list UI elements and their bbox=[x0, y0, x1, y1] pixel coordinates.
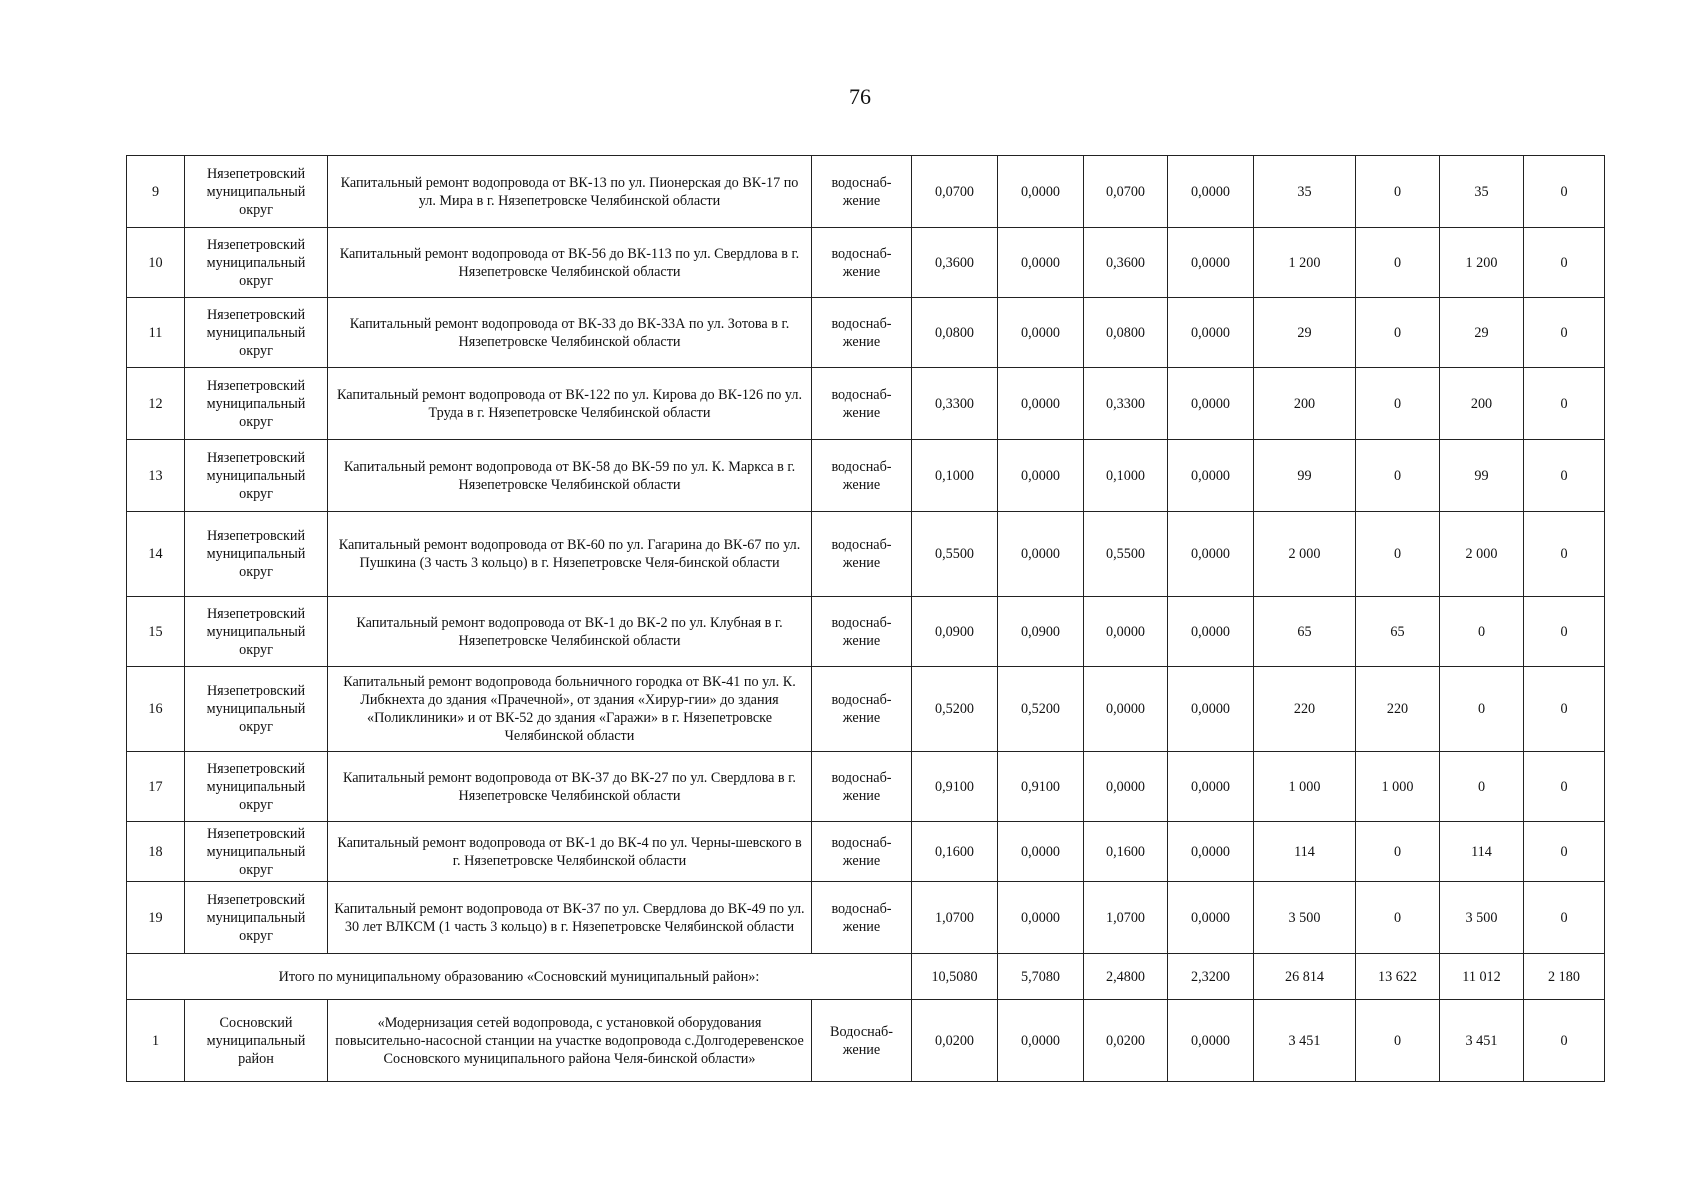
value-cell: 0 bbox=[1356, 440, 1440, 512]
description-cell: Капитальный ремонт водопровода от ВК-1 до ВК-2 по ул. Клубная в г. Нязепетровске Челябинской области bbox=[328, 597, 812, 667]
value-cell: 0,3600 bbox=[912, 228, 998, 298]
value-cell: 65 bbox=[1356, 597, 1440, 667]
projects-table bbox=[126, 155, 1605, 1082]
value-cell: 1,0700 bbox=[1084, 882, 1168, 954]
value-cell: 0,5500 bbox=[912, 512, 998, 597]
description-cell: «Модернизация сетей водопровода, с установкой оборудования повысительно-насосной станции на участке водопровода с.Долгодеревенское Сосновского муниципального района Челя-бинской области» bbox=[328, 1000, 812, 1082]
municipality-cell: Нязепетровский муниципальный округ bbox=[185, 440, 328, 512]
row-number: 13 bbox=[127, 440, 185, 512]
value-cell: 0 bbox=[1356, 1000, 1440, 1082]
total-value-cell: 26 814 bbox=[1254, 954, 1356, 1000]
total-value-cell: 10,5080 bbox=[912, 954, 998, 1000]
table-body bbox=[127, 156, 1605, 1082]
row-number: 14 bbox=[127, 512, 185, 597]
table-row bbox=[127, 1000, 1605, 1082]
value-cell: 65 bbox=[1254, 597, 1356, 667]
value-cell: 0 bbox=[1524, 752, 1605, 822]
total-value-cell: 2 180 bbox=[1524, 954, 1605, 1000]
value-cell: 99 bbox=[1440, 440, 1524, 512]
value-cell: 0,0000 bbox=[1168, 298, 1254, 368]
total-value-cell: 11 012 bbox=[1440, 954, 1524, 1000]
value-cell: 0,1600 bbox=[912, 822, 998, 882]
description-cell: Капитальный ремонт водопровода больничного городка от ВК-41 по ул. К. Либкнехта до здания «Прачечной», от здания «Хирур-гии» до здания «Поликлиники» и от ВК-52 до здания «Гаражи» в г. Нязепетровске Челябинской области bbox=[328, 667, 812, 752]
value-cell: 220 bbox=[1254, 667, 1356, 752]
value-cell: 114 bbox=[1254, 822, 1356, 882]
row-number: 18 bbox=[127, 822, 185, 882]
value-cell: 0,9100 bbox=[912, 752, 998, 822]
row-number: 17 bbox=[127, 752, 185, 822]
row-number: 12 bbox=[127, 368, 185, 440]
table-row bbox=[127, 822, 1605, 882]
value-cell: 200 bbox=[1254, 368, 1356, 440]
type-cell: водоснаб-жение bbox=[812, 440, 912, 512]
value-cell: 0,3300 bbox=[1084, 368, 1168, 440]
value-cell: 0,0000 bbox=[998, 822, 1084, 882]
value-cell: 0 bbox=[1524, 368, 1605, 440]
row-number: 19 bbox=[127, 882, 185, 954]
value-cell: 0,0700 bbox=[1084, 156, 1168, 228]
description-cell: Капитальный ремонт водопровода от ВК-1 до ВК-4 по ул. Черны-шевского в г. Нязепетровске Челябинской области bbox=[328, 822, 812, 882]
municipality-cell: Нязепетровский муниципальный округ bbox=[185, 822, 328, 882]
value-cell: 114 bbox=[1440, 822, 1524, 882]
value-cell: 0,9100 bbox=[998, 752, 1084, 822]
municipality-cell: Нязепетровский муниципальный округ bbox=[185, 667, 328, 752]
value-cell: 0,5200 bbox=[912, 667, 998, 752]
table-row bbox=[127, 228, 1605, 298]
value-cell: 0,3300 bbox=[912, 368, 998, 440]
value-cell: 0 bbox=[1356, 512, 1440, 597]
value-cell: 0,1600 bbox=[1084, 822, 1168, 882]
description-cell: Капитальный ремонт водопровода от ВК-122 по ул. Кирова до ВК-126 по ул. Труда в г. Нязепетровске Челябинской области bbox=[328, 368, 812, 440]
type-cell: водоснаб-жение bbox=[812, 156, 912, 228]
description-cell: Капитальный ремонт водопровода от ВК-13 по ул. Пионерская до ВК-17 по ул. Мира в г. Нязепетровске Челябинской области bbox=[328, 156, 812, 228]
value-cell: 0 bbox=[1356, 156, 1440, 228]
municipality-cell: Нязепетровский муниципальный округ bbox=[185, 597, 328, 667]
value-cell: 0,0200 bbox=[912, 1000, 998, 1082]
type-cell: водоснаб-жение bbox=[812, 752, 912, 822]
value-cell: 0,0800 bbox=[1084, 298, 1168, 368]
value-cell: 0,0000 bbox=[1084, 667, 1168, 752]
value-cell: 0,0000 bbox=[1168, 512, 1254, 597]
page-number: 76 bbox=[849, 84, 871, 109]
value-cell: 0,0200 bbox=[1084, 1000, 1168, 1082]
value-cell: 0,0000 bbox=[1084, 597, 1168, 667]
value-cell: 0 bbox=[1440, 667, 1524, 752]
value-cell: 0,0000 bbox=[998, 440, 1084, 512]
value-cell: 0,0000 bbox=[998, 512, 1084, 597]
value-cell: 220 bbox=[1356, 667, 1440, 752]
value-cell: 0,0000 bbox=[1168, 667, 1254, 752]
value-cell: 35 bbox=[1440, 156, 1524, 228]
municipality-cell: Нязепетровский муниципальный округ bbox=[185, 368, 328, 440]
value-cell: 0,0000 bbox=[1168, 597, 1254, 667]
value-cell: 0 bbox=[1356, 882, 1440, 954]
municipality-cell: Нязепетровский муниципальный округ bbox=[185, 298, 328, 368]
value-cell: 0 bbox=[1524, 512, 1605, 597]
description-cell: Капитальный ремонт водопровода от ВК-33 до ВК-33А по ул. Зотова в г. Нязепетровске Челябинской области bbox=[328, 298, 812, 368]
total-row bbox=[127, 954, 1605, 1000]
description-cell: Капитальный ремонт водопровода от ВК-60 по ул. Гагарина до ВК-67 по ул. Пушкина (3 часть 3 кольцо) в г. Нязепетровске Челя-бинской области bbox=[328, 512, 812, 597]
total-value-cell: 13 622 bbox=[1356, 954, 1440, 1000]
row-number: 15 bbox=[127, 597, 185, 667]
total-value-cell: 2,4800 bbox=[1084, 954, 1168, 1000]
value-cell: 2 000 bbox=[1440, 512, 1524, 597]
table-row bbox=[127, 597, 1605, 667]
value-cell: 0,5200 bbox=[998, 667, 1084, 752]
type-cell: водоснаб-жение bbox=[812, 597, 912, 667]
row-number: 16 bbox=[127, 667, 185, 752]
table-row bbox=[127, 368, 1605, 440]
type-cell: водоснаб-жение bbox=[812, 882, 912, 954]
type-cell: водоснаб-жение bbox=[812, 368, 912, 440]
value-cell: 1 200 bbox=[1440, 228, 1524, 298]
value-cell: 0 bbox=[1356, 298, 1440, 368]
value-cell: 0 bbox=[1440, 752, 1524, 822]
value-cell: 1 000 bbox=[1356, 752, 1440, 822]
municipality-cell: Нязепетровский муниципальный округ bbox=[185, 228, 328, 298]
value-cell: 0,0900 bbox=[998, 597, 1084, 667]
type-cell: водоснаб-жение bbox=[812, 822, 912, 882]
value-cell: 0,0000 bbox=[1168, 368, 1254, 440]
description-cell: Капитальный ремонт водопровода от ВК-37 по ул. Свердлова до ВК-49 по ул. 30 лет ВЛКСМ (1 часть 3 кольцо) в г. Нязепетровске Челябинской области bbox=[328, 882, 812, 954]
row-number: 1 bbox=[127, 1000, 185, 1082]
municipality-cell: Нязепетровский муниципальный округ bbox=[185, 752, 328, 822]
value-cell: 0,0000 bbox=[1168, 440, 1254, 512]
value-cell: 200 bbox=[1440, 368, 1524, 440]
value-cell: 0,0000 bbox=[1168, 822, 1254, 882]
value-cell: 0 bbox=[1524, 156, 1605, 228]
value-cell: 0 bbox=[1356, 368, 1440, 440]
description-cell: Капитальный ремонт водопровода от ВК-56 до ВК-113 по ул. Свердлова в г. Нязепетровске Челябинской области bbox=[328, 228, 812, 298]
value-cell: 0,0000 bbox=[998, 1000, 1084, 1082]
value-cell: 0 bbox=[1524, 440, 1605, 512]
value-cell: 1 200 bbox=[1254, 228, 1356, 298]
table-row bbox=[127, 882, 1605, 954]
value-cell: 29 bbox=[1440, 298, 1524, 368]
value-cell: 0 bbox=[1440, 597, 1524, 667]
value-cell: 0,5500 bbox=[1084, 512, 1168, 597]
value-cell: 99 bbox=[1254, 440, 1356, 512]
description-cell: Капитальный ремонт водопровода от ВК-37 до ВК-27 по ул. Свердлова в г. Нязепетровске Челябинской области bbox=[328, 752, 812, 822]
value-cell: 0,0000 bbox=[1168, 156, 1254, 228]
value-cell: 29 bbox=[1254, 298, 1356, 368]
table-row bbox=[127, 512, 1605, 597]
value-cell: 0 bbox=[1524, 1000, 1605, 1082]
value-cell: 0,0000 bbox=[998, 228, 1084, 298]
value-cell: 0,0000 bbox=[1168, 752, 1254, 822]
value-cell: 1,0700 bbox=[912, 882, 998, 954]
type-cell: водоснаб-жение bbox=[812, 298, 912, 368]
value-cell: 0,0000 bbox=[998, 368, 1084, 440]
value-cell: 0 bbox=[1524, 882, 1605, 954]
type-cell: водоснаб-жение bbox=[812, 667, 912, 752]
municipality-cell: Нязепетровский муниципальный округ bbox=[185, 512, 328, 597]
value-cell: 0,0000 bbox=[1168, 882, 1254, 954]
table-row bbox=[127, 156, 1605, 228]
value-cell: 0 bbox=[1524, 667, 1605, 752]
value-cell: 0,0700 bbox=[912, 156, 998, 228]
type-cell: водоснаб-жение bbox=[812, 228, 912, 298]
value-cell: 0 bbox=[1524, 597, 1605, 667]
row-number: 11 bbox=[127, 298, 185, 368]
value-cell: 35 bbox=[1254, 156, 1356, 228]
value-cell: 0,0000 bbox=[998, 298, 1084, 368]
total-value-cell: 2,3200 bbox=[1168, 954, 1254, 1000]
row-number: 9 bbox=[127, 156, 185, 228]
municipality-cell: Сосновский муниципальный район bbox=[185, 1000, 328, 1082]
table-row bbox=[127, 752, 1605, 822]
value-cell: 0,0900 bbox=[912, 597, 998, 667]
row-number: 10 bbox=[127, 228, 185, 298]
value-cell: 0 bbox=[1524, 228, 1605, 298]
value-cell: 3 500 bbox=[1254, 882, 1356, 954]
municipality-cell: Нязепетровский муниципальный округ bbox=[185, 156, 328, 228]
value-cell: 0,0800 bbox=[912, 298, 998, 368]
value-cell: 0,0000 bbox=[1168, 228, 1254, 298]
value-cell: 2 000 bbox=[1254, 512, 1356, 597]
table-row bbox=[127, 440, 1605, 512]
value-cell: 3 451 bbox=[1440, 1000, 1524, 1082]
table-row bbox=[127, 667, 1605, 752]
type-cell: Водоснаб-жение bbox=[812, 1000, 912, 1082]
value-cell: 0,0000 bbox=[998, 156, 1084, 228]
table-row bbox=[127, 298, 1605, 368]
municipality-cell: Нязепетровский муниципальный округ bbox=[185, 882, 328, 954]
total-value-cell: 5,7080 bbox=[998, 954, 1084, 1000]
value-cell: 0,0000 bbox=[1168, 1000, 1254, 1082]
type-cell: водоснаб-жение bbox=[812, 512, 912, 597]
value-cell: 3 500 bbox=[1440, 882, 1524, 954]
value-cell: 3 451 bbox=[1254, 1000, 1356, 1082]
value-cell: 0 bbox=[1524, 298, 1605, 368]
total-label: Итого по муниципальному образованию «Сосновский муниципальный район»: bbox=[127, 954, 912, 1000]
value-cell: 0,1000 bbox=[912, 440, 998, 512]
value-cell: 0,0000 bbox=[1084, 752, 1168, 822]
value-cell: 0,1000 bbox=[1084, 440, 1168, 512]
value-cell: 0 bbox=[1356, 228, 1440, 298]
value-cell: 0,0000 bbox=[998, 882, 1084, 954]
value-cell: 0 bbox=[1524, 822, 1605, 882]
value-cell: 1 000 bbox=[1254, 752, 1356, 822]
description-cell: Капитальный ремонт водопровода от ВК-58 до ВК-59 по ул. К. Маркса в г. Нязепетровске Челябинской области bbox=[328, 440, 812, 512]
value-cell: 0,3600 bbox=[1084, 228, 1168, 298]
value-cell: 0 bbox=[1356, 822, 1440, 882]
